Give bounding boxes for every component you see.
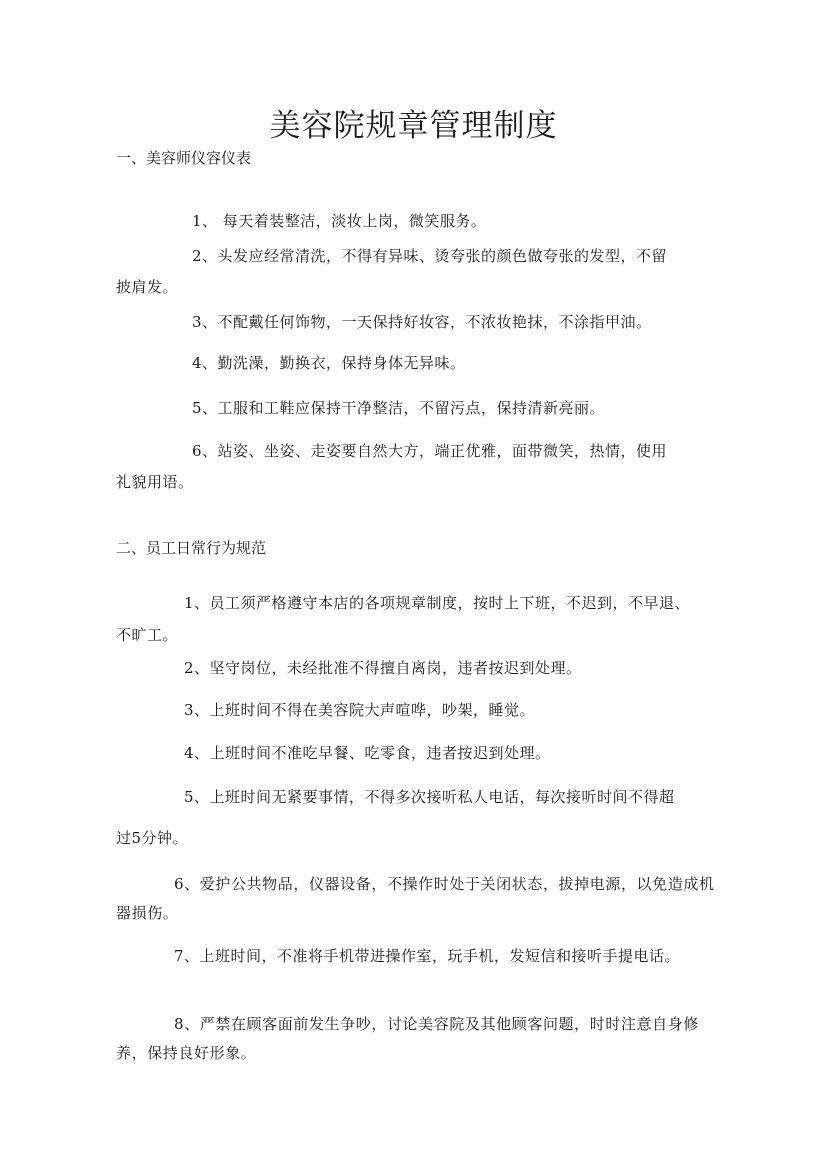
document-title: 美容院规章管理制度: [269, 108, 558, 144]
conduct-item-4: 4、上班时间不准吃早餐、吃零食，违者按迟到处理。: [184, 744, 551, 762]
section-heading-conduct: 二、员工日常行为规范: [116, 539, 267, 557]
conduct-item-5-cont: 过5分钟。: [116, 829, 189, 847]
conduct-item-2: 2、坚守岗位，未经批准不得擅自离岗，违者按迟到处理。: [184, 659, 582, 677]
conduct-item-8: 8、严禁在顾客面前发生争吵，讨论美容院及其他顾客问题，时时注意自身修养，保持良好形象。: [116, 1015, 699, 1062]
conduct-item-1-cont: 不旷工。: [116, 626, 179, 644]
section-heading-appearance: 一、美容师仪容仪表: [116, 149, 252, 167]
conduct-item-7: 7、上班时间，不准将手机带进操作室，玩手机，发短信和接听手提电话。: [174, 947, 681, 965]
appearance-item-2: 2、头发应经常清洗，不得有异味、烫夸张的颜色做夸张的发型，不留: [192, 247, 668, 265]
conduct-item-5: 5、上班时间无紧要事情，不得多次接听私人电话，每次接听时间不得超: [184, 788, 675, 806]
appearance-item-3: 3、不配戴任何饰物，一天保持好妆容，不浓妆艳抹，不涂指甲油。: [192, 313, 652, 331]
appearance-item-1: 1、 每天着装整洁，淡妆上岗，微笑服务。: [192, 212, 487, 230]
appearance-item-6: 6、站姿、坐姿、走姿要自然大方，端正优雅，面带微笑，热情，使用: [192, 442, 668, 460]
conduct-item-3: 3、上班时间不得在美容院大声喧哗，吵架，睡觉。: [184, 701, 536, 719]
appearance-item-5: 5、工服和工鞋应保持干净整洁，不留污点，保持清新亮丽。: [192, 399, 606, 417]
appearance-item-4: 4、勤洗澡，勤换衣，保持身体无异味。: [192, 354, 466, 372]
appearance-item-2-cont: 披肩发。: [116, 278, 179, 296]
appearance-item-6-cont: 礼貌用语。: [116, 473, 194, 491]
conduct-item-6: 6、爱护公共物品，仪器设备，不操作时处于关闭状态，拔掉电源，以免造成机器损伤。: [116, 875, 715, 922]
conduct-item-1: 1、员工须严格遵守本店的各项规章制度，按时上下班，不迟到，不早退、: [184, 594, 691, 612]
